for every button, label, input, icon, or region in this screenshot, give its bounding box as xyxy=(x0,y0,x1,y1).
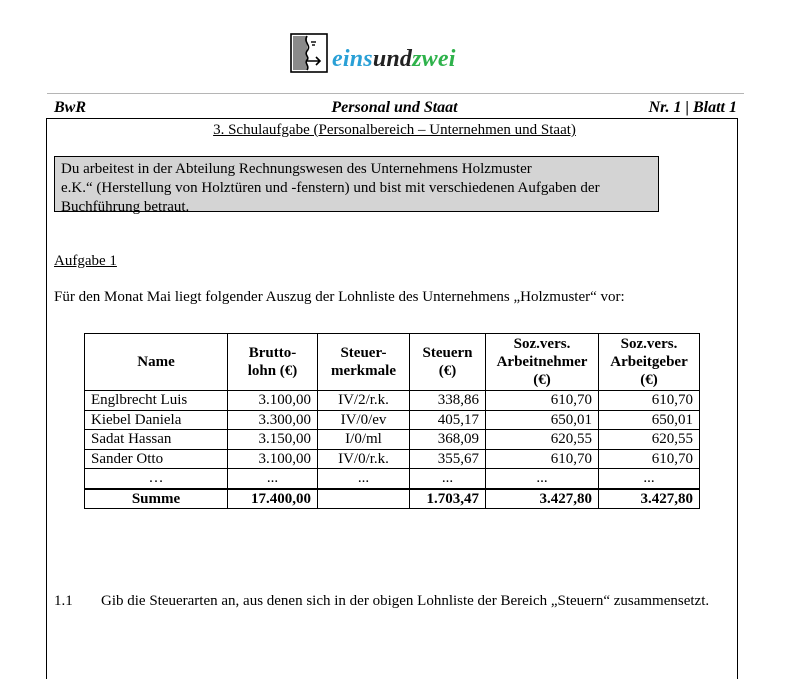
ellipsis-cell: ... xyxy=(410,469,486,489)
sum-social-employer-cell: 3.427,80 xyxy=(599,489,700,509)
table-row xyxy=(85,449,700,469)
header-sheet-number: Nr. 1 | Blatt 1 xyxy=(648,99,737,116)
table-row xyxy=(85,410,700,430)
column-header-gross-wage: Brutto- lohn (€) xyxy=(228,334,318,391)
logo xyxy=(290,31,456,73)
gross-wage-cell: 3.100,00 xyxy=(228,449,318,469)
employee-name-cell: Sadat Hassan xyxy=(85,430,228,450)
gross-wage-cell: 3.300,00 xyxy=(228,410,318,430)
ellipsis-cell: ... xyxy=(318,469,410,489)
logo-wordmark: einsundzwei xyxy=(332,46,456,72)
task-title: Aufgabe 1 xyxy=(54,253,117,269)
table-row xyxy=(85,391,700,411)
header-divider xyxy=(47,93,744,94)
column-header-tax-class: Steuer- merkmale xyxy=(318,334,410,391)
social-employee-cell: 610,70 xyxy=(486,391,599,411)
ellipsis-cell: ... xyxy=(228,469,318,489)
task-intro: Für den Monat Mai liegt folgender Auszug der Lohnliste des Unternehmens „Holzmuster“ vor: xyxy=(54,289,625,305)
face-profile-logo-icon xyxy=(290,33,328,73)
scenario-line: Du arbeitest in der Abteilung Rechnungswesen des Unternehmens Holzmuster xyxy=(61,161,532,177)
ellipsis-cell: ... xyxy=(486,469,599,489)
employee-name-cell: Kiebel Daniela xyxy=(85,410,228,430)
header-topic: Personal und Staat xyxy=(331,99,458,116)
gross-wage-cell: 3.150,00 xyxy=(228,430,318,450)
social-employer-cell: 650,01 xyxy=(599,410,700,430)
sum-tax-class-cell xyxy=(318,489,410,509)
table-sum-row xyxy=(85,489,700,509)
table-row xyxy=(85,430,700,450)
question-1-1 xyxy=(54,591,730,611)
question-text: Gib die Steuerarten an, aus denen sich in der obigen Lohnliste der Bereich „Steuern“ zusammensetzt. xyxy=(101,593,710,609)
exam-subtitle: 3. Schulaufgabe (Personalbereich – Unternehmen und Staat) xyxy=(213,122,576,138)
taxes-cell: 338,86 xyxy=(410,391,486,411)
employee-name-cell: Englbrecht Luis xyxy=(85,391,228,411)
sum-social-employee-cell: 3.427,80 xyxy=(486,489,599,509)
social-employee-cell: 650,01 xyxy=(486,410,599,430)
tax-class-cell: IV/0/r.k. xyxy=(318,449,410,469)
employee-name-cell: Sander Otto xyxy=(85,449,228,469)
sum-taxes-cell: 1.703,47 xyxy=(410,489,486,509)
sum-gross-wage-cell: 17.400,00 xyxy=(228,489,318,509)
tax-class-cell: I/0/ml xyxy=(318,430,410,450)
payroll-table xyxy=(84,333,700,509)
social-employer-cell: 610,70 xyxy=(599,391,700,411)
taxes-cell: 355,67 xyxy=(410,449,486,469)
scenario-box xyxy=(54,156,659,215)
column-header-name: Name xyxy=(85,334,228,391)
table-header-row xyxy=(85,334,700,391)
ellipsis-cell: ... xyxy=(599,469,700,489)
question-number: 1.1 xyxy=(54,593,73,609)
social-employer-cell: 610,70 xyxy=(599,449,700,469)
ellipsis-cell: … xyxy=(85,469,228,489)
social-employer-cell: 620,55 xyxy=(599,430,700,450)
gross-wage-cell: 3.100,00 xyxy=(228,391,318,411)
table-row-ellipsis xyxy=(85,469,700,489)
tax-class-cell: IV/0/ev xyxy=(318,410,410,430)
column-header-social-employee: Soz.vers. Arbeitnehmer (€) xyxy=(486,334,599,391)
tax-class-cell: IV/2/r.k. xyxy=(318,391,410,411)
scenario-line: Buchführung betraut. xyxy=(61,199,190,215)
taxes-cell: 368,09 xyxy=(410,430,486,450)
header-subject: BwR xyxy=(54,99,87,116)
taxes-cell: 405,17 xyxy=(410,410,486,430)
social-employee-cell: 610,70 xyxy=(486,449,599,469)
sum-label-cell: Summe xyxy=(85,489,228,509)
social-employee-cell: 620,55 xyxy=(486,430,599,450)
scenario-line: e.K.“ (Herstellung von Holztüren und -fenstern) und bist mit verschiedenen Aufgaben der xyxy=(61,180,600,196)
column-header-taxes: Steuern (€) xyxy=(410,334,486,391)
column-header-social-employer: Soz.vers. Arbeitgeber (€) xyxy=(599,334,700,391)
